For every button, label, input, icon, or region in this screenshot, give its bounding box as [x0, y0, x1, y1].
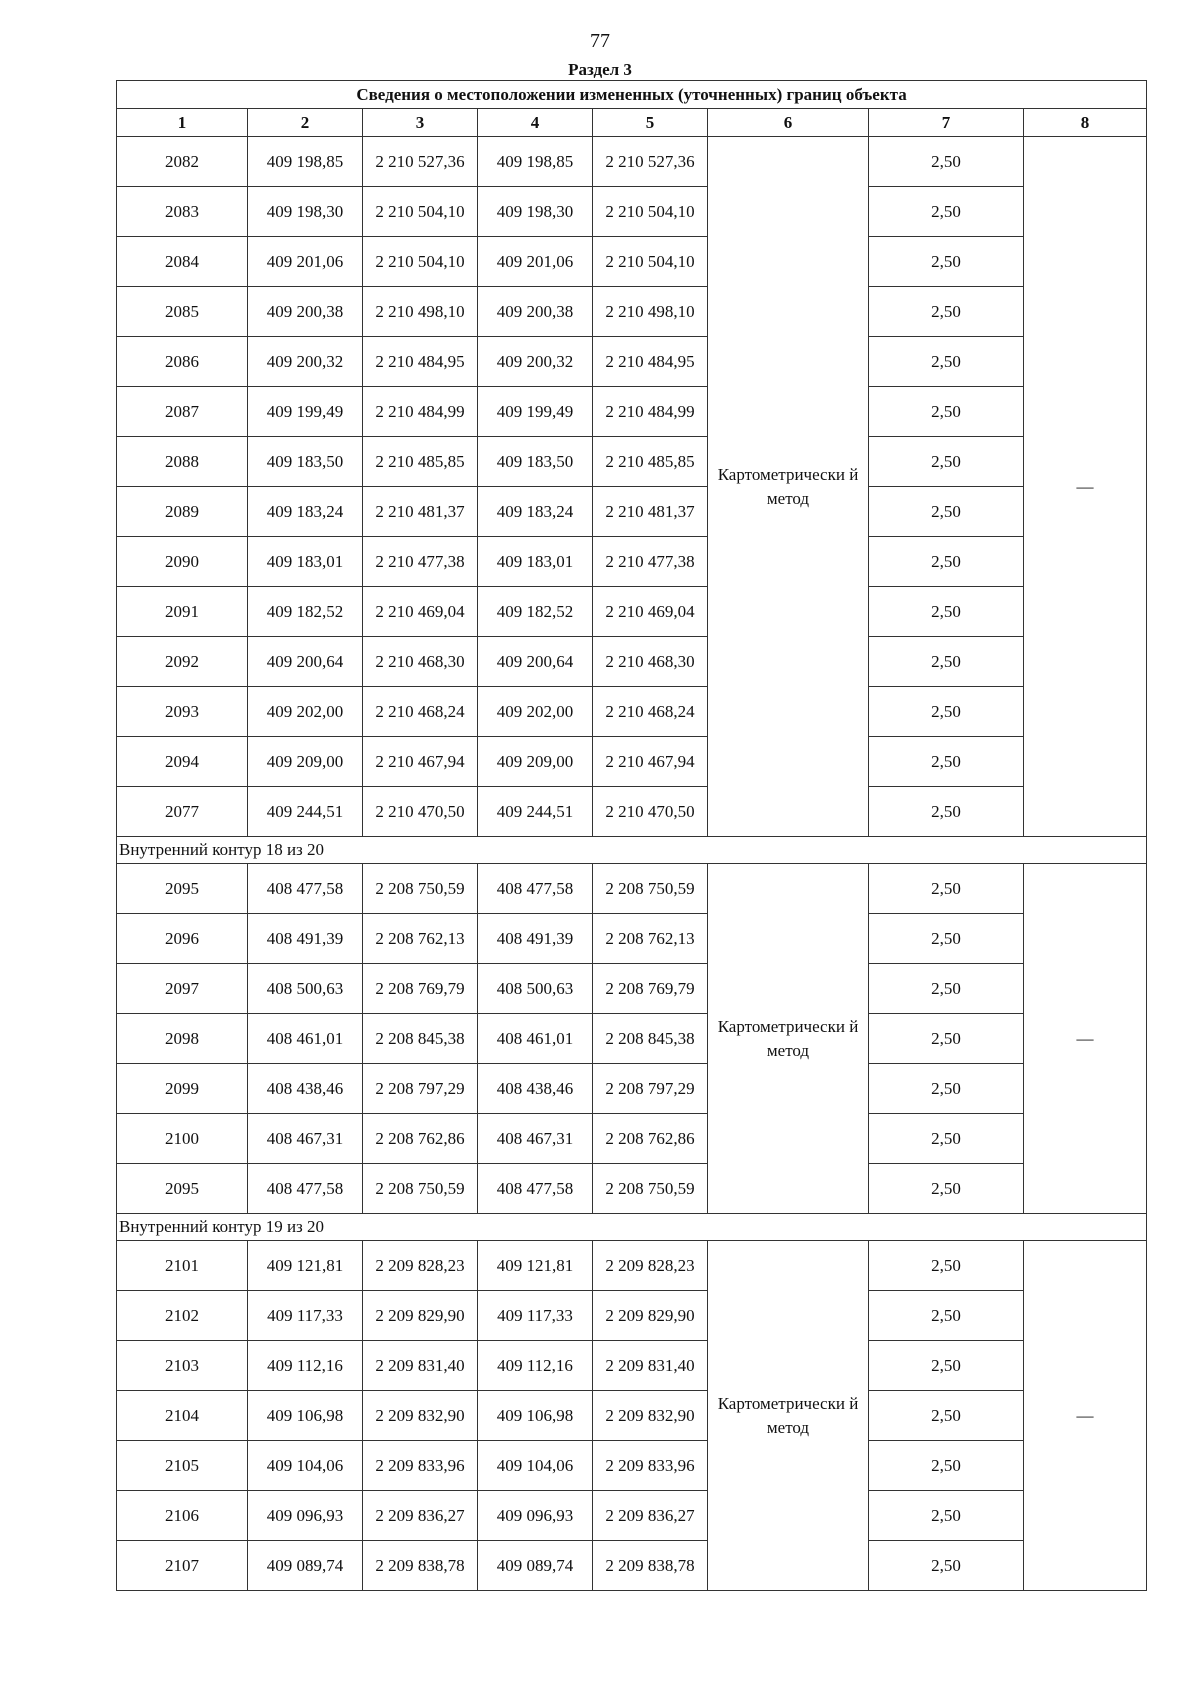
x-updated-cell: 409 182,52 — [478, 587, 593, 637]
table-row — [117, 1164, 1147, 1214]
table-row — [117, 687, 1147, 737]
y-updated-cell: 2 209 829,90 — [593, 1291, 708, 1341]
table-row — [117, 1441, 1147, 1491]
y-updated-cell: 2 210 498,10 — [593, 287, 708, 337]
point-number-cell: 2094 — [117, 737, 248, 787]
y-updated-cell: 2 210 468,30 — [593, 637, 708, 687]
x-existing-cell: 409 202,00 — [248, 687, 363, 737]
x-updated-cell: 409 106,98 — [478, 1391, 593, 1441]
x-existing-cell: 408 491,39 — [248, 914, 363, 964]
accuracy-cell: 2,50 — [869, 537, 1024, 587]
accuracy-cell: 2,50 — [869, 137, 1024, 187]
table-row — [117, 1014, 1147, 1064]
x-existing-cell: 408 438,46 — [248, 1064, 363, 1114]
point-number-cell: 2088 — [117, 437, 248, 487]
x-updated-cell: 409 198,85 — [478, 137, 593, 187]
column-8-cell: — — [1024, 1241, 1147, 1591]
y-updated-cell: 2 210 467,94 — [593, 737, 708, 787]
y-updated-cell: 2 208 762,86 — [593, 1114, 708, 1164]
method-cell: Картометрически й метод — [708, 1241, 869, 1591]
accuracy-cell: 2,50 — [869, 1241, 1024, 1291]
x-existing-cell: 409 244,51 — [248, 787, 363, 837]
column-number: 7 — [869, 109, 1024, 137]
table-row — [117, 537, 1147, 587]
y-updated-cell: 2 208 750,59 — [593, 864, 708, 914]
x-updated-cell: 409 183,50 — [478, 437, 593, 487]
y-updated-cell: 2 209 838,78 — [593, 1541, 708, 1591]
accuracy-cell: 2,50 — [869, 487, 1024, 537]
x-updated-cell: 408 477,58 — [478, 864, 593, 914]
column-number: 8 — [1024, 109, 1147, 137]
table-row — [117, 587, 1147, 637]
x-updated-cell: 409 089,74 — [478, 1541, 593, 1591]
x-existing-cell: 409 183,50 — [248, 437, 363, 487]
table-row — [117, 864, 1147, 914]
point-number-cell: 2104 — [117, 1391, 248, 1441]
accuracy-cell: 2,50 — [869, 914, 1024, 964]
x-existing-cell: 409 201,06 — [248, 237, 363, 287]
x-updated-cell: 409 199,49 — [478, 387, 593, 437]
x-updated-cell: 409 244,51 — [478, 787, 593, 837]
table-caption: Сведения о местоположении измененных (уточненных) границ объекта — [117, 81, 1147, 109]
x-updated-cell: 409 096,93 — [478, 1491, 593, 1541]
point-number-cell: 2098 — [117, 1014, 248, 1064]
point-number-cell: 2096 — [117, 914, 248, 964]
y-existing-cell: 2 209 836,27 — [363, 1491, 478, 1541]
x-updated-cell: 409 117,33 — [478, 1291, 593, 1341]
point-number-cell: 2083 — [117, 187, 248, 237]
y-updated-cell: 2 210 481,37 — [593, 487, 708, 537]
y-updated-cell: 2 210 477,38 — [593, 537, 708, 587]
point-number-cell: 2086 — [117, 337, 248, 387]
accuracy-cell: 2,50 — [869, 637, 1024, 687]
table-row — [117, 637, 1147, 687]
point-number-cell: 2095 — [117, 864, 248, 914]
table-row — [117, 1491, 1147, 1541]
x-existing-cell: 409 200,38 — [248, 287, 363, 337]
y-updated-cell: 2 209 836,27 — [593, 1491, 708, 1541]
accuracy-cell: 2,50 — [869, 1114, 1024, 1164]
x-existing-cell: 409 199,49 — [248, 387, 363, 437]
method-cell: Картометрически й метод — [708, 864, 869, 1214]
point-number-cell: 2102 — [117, 1291, 248, 1341]
coordinates-table — [116, 80, 1147, 1591]
x-updated-cell: 409 201,06 — [478, 237, 593, 287]
accuracy-cell: 2,50 — [869, 1014, 1024, 1064]
accuracy-cell: 2,50 — [869, 1541, 1024, 1591]
x-existing-cell: 409 183,01 — [248, 537, 363, 587]
accuracy-cell: 2,50 — [869, 687, 1024, 737]
y-existing-cell: 2 208 797,29 — [363, 1064, 478, 1114]
accuracy-cell: 2,50 — [869, 787, 1024, 837]
y-updated-cell: 2 210 527,36 — [593, 137, 708, 187]
y-existing-cell: 2 209 831,40 — [363, 1341, 478, 1391]
x-existing-cell: 409 117,33 — [248, 1291, 363, 1341]
x-updated-cell: 409 209,00 — [478, 737, 593, 787]
point-number-cell: 2099 — [117, 1064, 248, 1114]
point-number-cell: 2087 — [117, 387, 248, 437]
x-updated-cell: 408 467,31 — [478, 1114, 593, 1164]
y-updated-cell: 2 208 769,79 — [593, 964, 708, 1014]
x-updated-cell: 409 121,81 — [478, 1241, 593, 1291]
x-existing-cell: 409 106,98 — [248, 1391, 363, 1441]
accuracy-cell: 2,50 — [869, 1064, 1024, 1114]
x-updated-cell: 409 183,24 — [478, 487, 593, 537]
point-number-cell: 2095 — [117, 1164, 248, 1214]
y-existing-cell: 2 210 468,30 — [363, 637, 478, 687]
column-number: 3 — [363, 109, 478, 137]
y-existing-cell: 2 210 504,10 — [363, 237, 478, 287]
x-existing-cell: 408 467,31 — [248, 1114, 363, 1164]
point-number-cell: 2107 — [117, 1541, 248, 1591]
table-row — [117, 187, 1147, 237]
accuracy-cell: 2,50 — [869, 1391, 1024, 1441]
y-updated-cell: 2 208 750,59 — [593, 1164, 708, 1214]
point-number-cell: 2085 — [117, 287, 248, 337]
x-updated-cell: 409 112,16 — [478, 1341, 593, 1391]
y-updated-cell: 2 209 831,40 — [593, 1341, 708, 1391]
column-number: 4 — [478, 109, 593, 137]
accuracy-cell: 2,50 — [869, 1164, 1024, 1214]
column-number: 6 — [708, 109, 869, 137]
point-number-cell: 2084 — [117, 237, 248, 287]
y-updated-cell: 2 210 504,10 — [593, 187, 708, 237]
y-updated-cell: 2 209 833,96 — [593, 1441, 708, 1491]
x-updated-cell: 408 491,39 — [478, 914, 593, 964]
contour-label: Внутренний контур 18 из 20 — [117, 837, 1147, 864]
x-existing-cell: 409 104,06 — [248, 1441, 363, 1491]
x-existing-cell: 409 200,32 — [248, 337, 363, 387]
x-updated-cell: 408 438,46 — [478, 1064, 593, 1114]
y-updated-cell: 2 208 797,29 — [593, 1064, 708, 1114]
point-number-cell: 2105 — [117, 1441, 248, 1491]
table-row — [117, 1341, 1147, 1391]
y-existing-cell: 2 208 769,79 — [363, 964, 478, 1014]
column-number-row — [117, 109, 1147, 137]
x-existing-cell: 409 121,81 — [248, 1241, 363, 1291]
y-existing-cell: 2 208 750,59 — [363, 864, 478, 914]
page-number: 77 — [590, 30, 610, 52]
point-number-cell: 2103 — [117, 1341, 248, 1391]
x-updated-cell: 409 200,38 — [478, 287, 593, 337]
table-row — [117, 387, 1147, 437]
y-updated-cell: 2 210 469,04 — [593, 587, 708, 637]
y-existing-cell: 2 209 838,78 — [363, 1541, 478, 1591]
y-updated-cell: 2 208 762,13 — [593, 914, 708, 964]
x-existing-cell: 409 096,93 — [248, 1491, 363, 1541]
y-existing-cell: 2 208 762,86 — [363, 1114, 478, 1164]
x-existing-cell: 408 461,01 — [248, 1014, 363, 1064]
table-row — [117, 487, 1147, 537]
contour-label: Внутренний контур 19 из 20 — [117, 1214, 1147, 1241]
y-existing-cell: 2 210 481,37 — [363, 487, 478, 537]
y-updated-cell: 2 208 845,38 — [593, 1014, 708, 1064]
y-existing-cell: 2 209 828,23 — [363, 1241, 478, 1291]
y-existing-cell: 2 210 484,95 — [363, 337, 478, 387]
accuracy-cell: 2,50 — [869, 964, 1024, 1014]
y-existing-cell: 2 210 498,10 — [363, 287, 478, 337]
table-row — [117, 1241, 1147, 1291]
accuracy-cell: 2,50 — [869, 387, 1024, 437]
table-row — [117, 237, 1147, 287]
x-existing-cell: 409 182,52 — [248, 587, 363, 637]
point-number-cell: 2097 — [117, 964, 248, 1014]
x-updated-cell: 409 198,30 — [478, 187, 593, 237]
x-existing-cell: 409 183,24 — [248, 487, 363, 537]
y-updated-cell: 2 210 484,95 — [593, 337, 708, 387]
point-number-cell: 2092 — [117, 637, 248, 687]
contour-label-row — [117, 837, 1147, 864]
accuracy-cell: 2,50 — [869, 237, 1024, 287]
table-row — [117, 1541, 1147, 1591]
point-number-cell: 2101 — [117, 1241, 248, 1291]
accuracy-cell: 2,50 — [869, 337, 1024, 387]
point-number-cell: 2082 — [117, 137, 248, 187]
y-existing-cell: 2 210 527,36 — [363, 137, 478, 187]
y-existing-cell: 2 210 504,10 — [363, 187, 478, 237]
y-existing-cell: 2 210 468,24 — [363, 687, 478, 737]
y-updated-cell: 2 210 484,99 — [593, 387, 708, 437]
x-existing-cell: 409 209,00 — [248, 737, 363, 787]
column-8-cell: — — [1024, 864, 1147, 1214]
y-existing-cell: 2 209 829,90 — [363, 1291, 478, 1341]
x-updated-cell: 409 183,01 — [478, 537, 593, 587]
accuracy-cell: 2,50 — [869, 287, 1024, 337]
y-updated-cell: 2 209 832,90 — [593, 1391, 708, 1441]
y-updated-cell: 2 210 470,50 — [593, 787, 708, 837]
method-cell: Картометрически й метод — [708, 137, 869, 837]
y-existing-cell: 2 208 750,59 — [363, 1164, 478, 1214]
x-updated-cell: 409 200,32 — [478, 337, 593, 387]
point-number-cell: 2089 — [117, 487, 248, 537]
x-updated-cell: 409 202,00 — [478, 687, 593, 737]
column-number: 5 — [593, 109, 708, 137]
accuracy-cell: 2,50 — [869, 864, 1024, 914]
accuracy-cell: 2,50 — [869, 1491, 1024, 1541]
table-row — [117, 287, 1147, 337]
table-row — [117, 1114, 1147, 1164]
y-updated-cell: 2 210 504,10 — [593, 237, 708, 287]
y-existing-cell: 2 210 477,38 — [363, 537, 478, 587]
x-existing-cell: 409 198,30 — [248, 187, 363, 237]
point-number-cell: 2100 — [117, 1114, 248, 1164]
accuracy-cell: 2,50 — [869, 1441, 1024, 1491]
point-number-cell: 2090 — [117, 537, 248, 587]
table-row — [117, 1291, 1147, 1341]
section-title: Раздел 3 — [568, 60, 632, 79]
x-existing-cell: 409 089,74 — [248, 1541, 363, 1591]
accuracy-cell: 2,50 — [869, 187, 1024, 237]
table-row — [117, 1064, 1147, 1114]
y-updated-cell: 2 209 828,23 — [593, 1241, 708, 1291]
y-updated-cell: 2 210 468,24 — [593, 687, 708, 737]
y-existing-cell: 2 208 762,13 — [363, 914, 478, 964]
x-existing-cell: 409 200,64 — [248, 637, 363, 687]
accuracy-cell: 2,50 — [869, 587, 1024, 637]
table-row — [117, 737, 1147, 787]
x-updated-cell: 409 104,06 — [478, 1441, 593, 1491]
y-existing-cell: 2 210 484,99 — [363, 387, 478, 437]
y-existing-cell: 2 209 833,96 — [363, 1441, 478, 1491]
contour-label-row — [117, 1214, 1147, 1241]
table-row — [117, 337, 1147, 387]
table-row — [117, 1391, 1147, 1441]
x-updated-cell: 408 500,63 — [478, 964, 593, 1014]
x-updated-cell: 408 461,01 — [478, 1014, 593, 1064]
point-number-cell: 2106 — [117, 1491, 248, 1541]
column-number: 1 — [117, 109, 248, 137]
accuracy-cell: 2,50 — [869, 437, 1024, 487]
x-updated-cell: 408 477,58 — [478, 1164, 593, 1214]
accuracy-cell: 2,50 — [869, 1341, 1024, 1391]
column-number: 2 — [248, 109, 363, 137]
point-number-cell: 2091 — [117, 587, 248, 637]
x-existing-cell: 408 477,58 — [248, 864, 363, 914]
table-row — [117, 964, 1147, 1014]
table-body — [117, 137, 1147, 1591]
x-updated-cell: 409 200,64 — [478, 637, 593, 687]
y-existing-cell: 2 209 832,90 — [363, 1391, 478, 1441]
y-existing-cell: 2 210 485,85 — [363, 437, 478, 487]
x-existing-cell: 408 477,58 — [248, 1164, 363, 1214]
table-row — [117, 137, 1147, 187]
point-number-cell: 2093 — [117, 687, 248, 737]
accuracy-cell: 2,50 — [869, 1291, 1024, 1341]
y-existing-cell: 2 210 467,94 — [363, 737, 478, 787]
table-row — [117, 437, 1147, 487]
y-existing-cell: 2 210 470,50 — [363, 787, 478, 837]
x-existing-cell: 409 112,16 — [248, 1341, 363, 1391]
x-existing-cell: 408 500,63 — [248, 964, 363, 1014]
table-row — [117, 787, 1147, 837]
column-8-cell: — — [1024, 137, 1147, 837]
y-existing-cell: 2 210 469,04 — [363, 587, 478, 637]
y-existing-cell: 2 208 845,38 — [363, 1014, 478, 1064]
table-row — [117, 914, 1147, 964]
point-number-cell: 2077 — [117, 787, 248, 837]
accuracy-cell: 2,50 — [869, 737, 1024, 787]
x-existing-cell: 409 198,85 — [248, 137, 363, 187]
y-updated-cell: 2 210 485,85 — [593, 437, 708, 487]
